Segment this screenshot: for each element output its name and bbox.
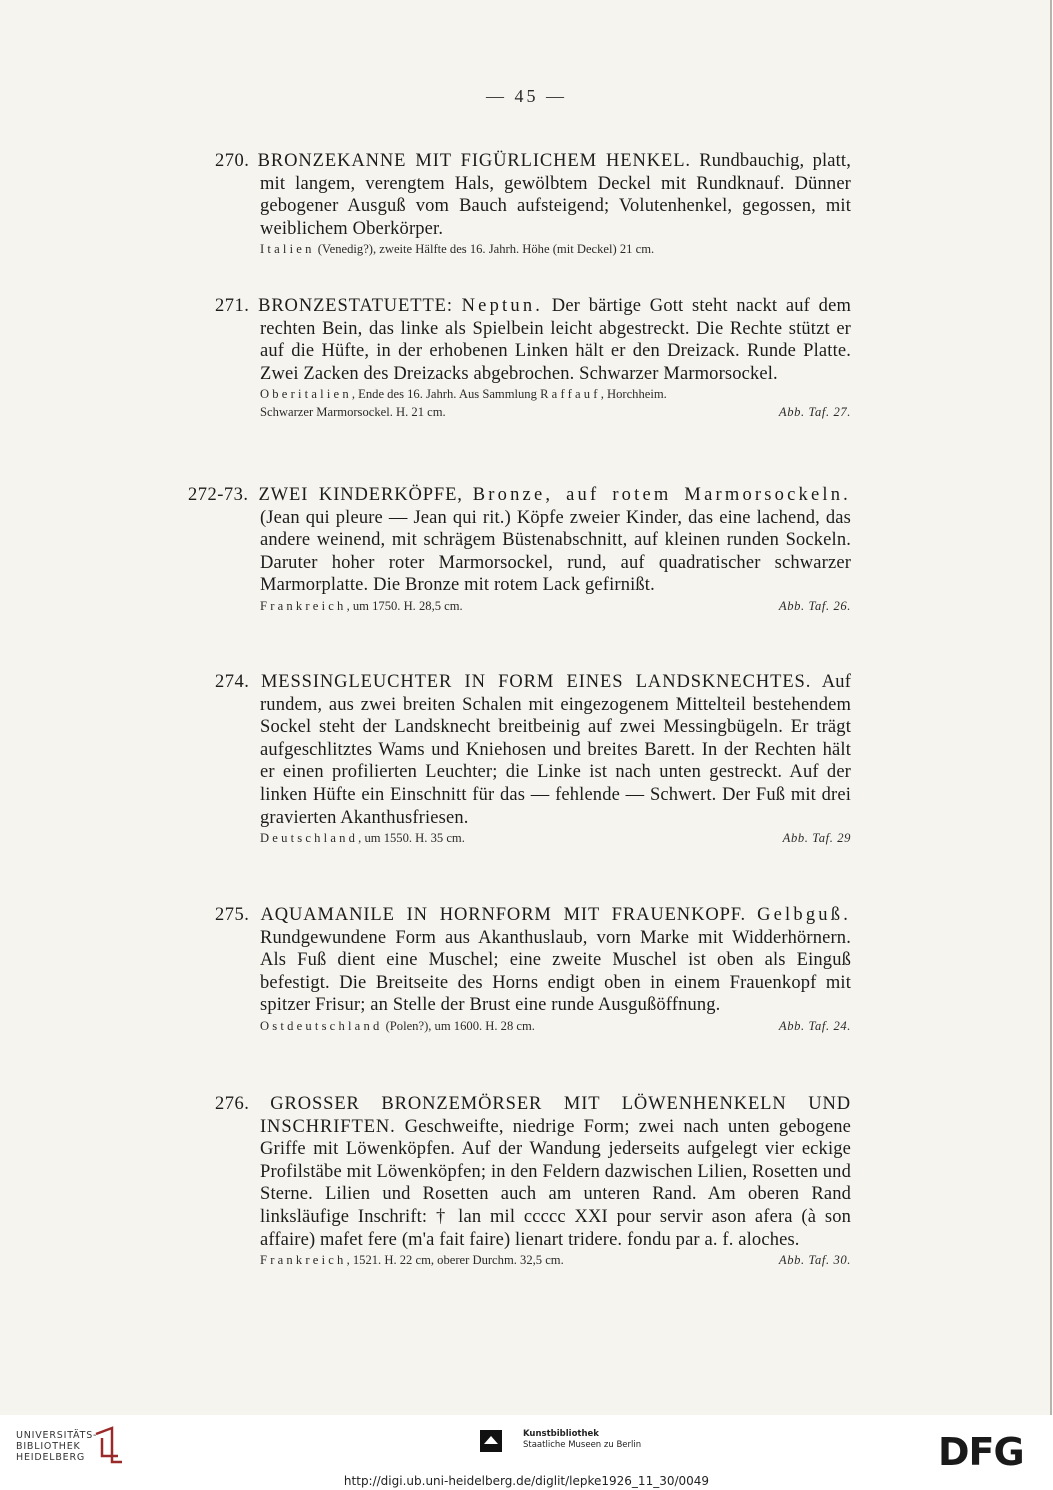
catalog-entry-271 <box>215 295 851 421</box>
kb-subtitle: Staatliche Museen zu Berlin <box>523 1440 642 1450</box>
entry-title: BRONZEKANNE MIT FIGÜRLICHEM HENKEL. <box>257 151 691 171</box>
university-logo-icon[interactable] <box>92 1426 126 1466</box>
entry-description: Rundgewundene Form aus Akanthuslaub, vorn Marke mit Widderhörnern. Als Fuß dient eine Muschel; eine zweite Muschel ist oben als Einguß befestigt. Die Breitseite des Horns endigt oben in einem Frauenkopf mit spitzer Frisur; an Stelle der Brust eine runde Ausgußöffnung. <box>260 927 851 1016</box>
entry-provenance <box>260 829 851 847</box>
entry-title: ZWEI KINDERKÖPFE, <box>258 485 463 505</box>
entry-description: (Jean qui pleure — Jean qui rit.) Köpfe zweier Kinder, das eine lachend, das andere weinend, mit schrägem Büstenabschnitt, auf kleinen runden Sockeln. Daruter hoher roter Marmorsockel, rund, auf quadratischer schwarzer Marmorplatte. Die Bronze mit rotem Lack gefirnißt. <box>260 507 851 596</box>
entry-description: Der bärtige Gott steht nackt auf dem rechten Bein, das linke als Spielbein leicht abgestreckt. Die Rechte stützt er auf die Hüfte, in der erhobenen Linken hält er den Dreizack. Runde Platte. Zwei Zacken des Dreizacks abgebrochen. Schwarzer Marmorsockel. <box>260 296 851 384</box>
plate-reference: Abb. Taf. 26. <box>778 598 851 613</box>
provenance-details: , Ende des 16. Jahrh. Aus Sammlung <box>351 387 541 402</box>
entry-number: 274. <box>215 672 250 692</box>
catalog-entry-275 <box>215 904 851 1035</box>
entry-text <box>215 295 851 385</box>
entry-description: Rundbauchig, platt, mit langem, verengtem Hals, gewölbtem Deckel mit Rundknauf. Dünner gebogener Ausguß vom Bauch aufsteigend; Volutenhenkel, gegossen, mit weiblichem Oberkörper. <box>260 151 851 239</box>
entry-subject: Gelbguß. <box>757 905 852 925</box>
catalog-entry-276 <box>215 1093 851 1269</box>
entry-title: BRONZESTATUETTE: <box>258 296 453 316</box>
plate-reference: Abb. Taf. 30. <box>778 1253 851 1268</box>
entry-provenance <box>260 597 851 615</box>
provenance-details: , um 1750. H. 28,5 cm. <box>346 598 463 613</box>
university-library-logo-text[interactable] <box>16 1430 97 1463</box>
viewer-footer <box>0 1416 1053 1490</box>
dfg-logo[interactable]: DFG <box>938 1430 1024 1474</box>
uni-line-3: HEIDELBERG <box>16 1452 86 1463</box>
uni-line-1: UNIVERSITÄTS- <box>16 1430 98 1441</box>
provenance-details: (Polen?), um 1600. H. 28 cm. <box>382 1018 535 1033</box>
provenance-details: (Venedig?), zweite Hälfte des 16. Jahrh. Höhe (mit Deckel) 21 cm. <box>314 242 655 257</box>
entry-provenance <box>260 1017 851 1035</box>
provenance-origin: Frankreich <box>260 598 347 613</box>
provenance-origin: Deutschland <box>260 831 359 846</box>
provenance-origin: Frankreich <box>260 1253 347 1268</box>
entry-subject: Bronze, auf rotem Marmorsockeln. <box>472 485 851 505</box>
provenance-collection: Raffauf <box>540 387 601 402</box>
uni-line-2: BIBLIOTHEK <box>16 1441 81 1452</box>
page-number: — 45 — <box>486 86 567 106</box>
entry-number: 276. <box>215 1094 250 1114</box>
kunstbibliothek-logo-icon[interactable] <box>480 1430 502 1452</box>
provenance-origin: Oberitalien <box>260 387 352 402</box>
provenance-origin: Ostdeutschland <box>260 1018 383 1033</box>
plate-reference: Abb. Taf. 27. <box>778 405 851 420</box>
entry-number: 270. <box>215 151 250 171</box>
provenance-place: , Horchheim. <box>600 387 667 402</box>
entry-title: AQUAMANILE IN HORNFORM MIT FRAUENKOPF. <box>260 905 747 925</box>
kunstbibliothek-label <box>523 1429 641 1451</box>
entry-number: 275. <box>215 905 250 925</box>
plate-reference: Abb. Taf. 24. <box>778 1018 851 1033</box>
entry-number: 271. <box>215 296 250 316</box>
catalog-entry-270 <box>215 150 851 258</box>
catalog-entry-272-73 <box>188 484 851 615</box>
provenance-line2: Schwarzer Marmorsockel. H. 21 cm. <box>260 405 446 420</box>
entry-subject: Neptun. <box>461 296 544 316</box>
plate-reference: Abb. Taf. 29 <box>782 831 851 846</box>
entry-description: Auf rundem, aus zwei breiten Schalen mit eingezogenem Mittelteil bestehendem Sockel steht der Landsknecht breitbeinig auf zwei Messingbügeln. Er trägt aufgeschlitztes Wams und Kniehosen und breites Barett. In der Rechten hält er einen profilierten Leuchter; die Linke ist nach unten gestreckt. Auf der linken Hüfte ein Einschnitt für das — fehlende — Schwert. Der Fuß mit drei gravierten Akanthusfriesen. <box>260 672 852 828</box>
entry-text <box>215 1093 851 1251</box>
kb-title: Kunstbibliothek <box>523 1429 599 1439</box>
entry-text <box>215 150 851 240</box>
entry-title: MESSINGLEUCHTER IN FORM EINES LANDSKNECHTES. <box>260 672 812 692</box>
entry-text <box>215 671 851 829</box>
entry-title: GROSSER BRONZEMÖRSER MIT LÖWENHENKELN UND INSCHRIFTEN. <box>260 1094 851 1137</box>
entry-description: Geschweifte, niedrige Form; zwei nach unten gebogene Griffe mit Löwenköpfen. Auf der Wandung jederseits aufgelegt vier eckige Profilstäbe mit Löwenköpfen; in den Feldern dazwischen Lilien, Rosetten und Sterne. Lilien und Rosetten auch am unteren Rand. Am oberen Rand linksläufige Inschrift: † lan mil ccccc XXI pour servir ason afera (à son affaire) mafet fere (m'a fait faire) lienart tridere. fondu par a. f. aloches. <box>260 1116 851 1250</box>
entry-text <box>188 484 851 597</box>
source-url[interactable]: http://digi.ub.uni-heidelberg.de/diglit/lepke1926_11_30/0049 <box>343 1474 710 1488</box>
catalog-entry-274 <box>215 671 851 847</box>
entry-provenance <box>260 385 851 421</box>
provenance-details: , um 1550. H. 35 cm. <box>358 831 465 846</box>
entry-provenance <box>260 1251 851 1269</box>
provenance-details: , 1521. H. 22 cm, oberer Durchm. 32,5 cm. <box>346 1253 564 1268</box>
entry-number: 272-73. <box>188 485 249 505</box>
provenance-origin: Italien <box>260 242 315 257</box>
entry-provenance <box>260 240 851 258</box>
entry-text <box>215 904 851 1017</box>
